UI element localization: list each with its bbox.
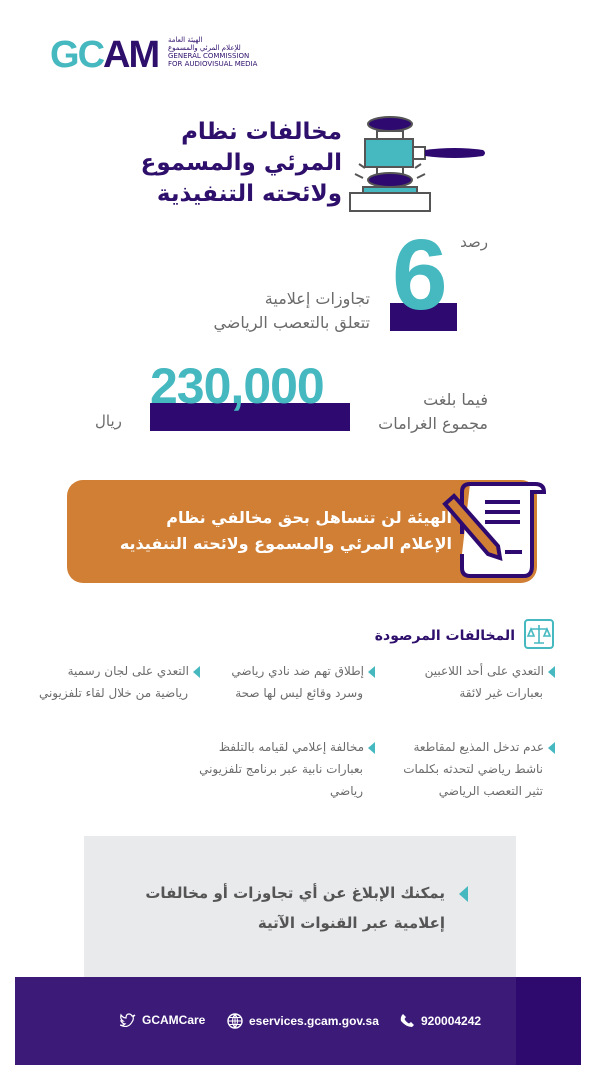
item-line: رياضي (330, 784, 363, 798)
title-line-2: المرئي والمسموع (140, 150, 342, 176)
item-line: وسرد وقائع ليس لها صحة (235, 686, 363, 700)
website-link[interactable] (227, 1013, 379, 1029)
page-title (141, 117, 342, 210)
violation-item (425, 660, 555, 704)
phone-link[interactable] (400, 1013, 481, 1028)
phone-number: 920004242 (421, 1013, 482, 1028)
gavel-icon (345, 112, 490, 217)
banner-text (120, 505, 452, 557)
item-line: إطلاق تهم ضد نادي رياضي (231, 664, 364, 678)
footer-accent (516, 977, 581, 1065)
website-url: eservices.gcam.gov.sa (249, 1014, 379, 1028)
logo-arabic-2: للإعلام المرئي والمسموع (168, 44, 241, 52)
item-line: عدم تدخل المذيع لمقاطعة (413, 740, 544, 754)
bullet-icon (459, 886, 468, 902)
logo-english-1: GENERAL COMMISSION (168, 52, 250, 60)
item-line: بعبارات غير لائقة (459, 686, 543, 700)
report-line-1: يمكنك الإبلاغ عن أي تجاوزات أو مخالفات (145, 884, 445, 902)
item-line: ناشط رياضي لتحدثه بكلمات (403, 762, 543, 776)
stat2-label-2: مجموع الغرامات (378, 414, 488, 433)
logo-arabic-1: الهيئة العامة (168, 36, 203, 44)
phone-icon (400, 1013, 415, 1028)
banner-line-2: الإعلام المرئي والمسموع ولائحته التنفيذيه (119, 534, 452, 553)
report-text (145, 878, 445, 938)
stat1-desc-2: تتعلق بالتعصب الرياضي (213, 313, 370, 332)
bullet-icon (548, 666, 555, 678)
logo-english-2: FOR AUDIOVISUAL MEDIA (168, 60, 258, 68)
stat1-value: 6 (392, 219, 448, 331)
violation-item (199, 736, 375, 802)
twitter-handle: GCAMCare (142, 1013, 206, 1027)
title-line-3: ولائحته التنفيذية (156, 181, 342, 207)
twitter-link[interactable] (120, 1013, 205, 1027)
report-line-2: إعلامية عبر القنوات الآتية (257, 914, 445, 932)
banner-line-1: الهيئة لن تتساهل بحق مخالفي نظام (166, 508, 452, 527)
logo-text (168, 36, 268, 68)
item-line: بعبارات نابية عبر برنامج تلفزيوني (199, 762, 363, 776)
stat1-prefix: رصد (460, 233, 488, 251)
violation-item (39, 660, 200, 704)
stat2-currency: ريال (95, 412, 122, 430)
gcam-logo: GCAM (50, 34, 159, 76)
item-line: تثير التعصب الرياضي (438, 784, 543, 798)
title-line-1: مخالفات نظام (181, 119, 342, 145)
item-line: مخالفة إعلامي لقيامه بالتلفظ (218, 740, 364, 754)
item-line: رياضية من خلال لقاء تلفزيوني (38, 686, 188, 700)
globe-icon (227, 1013, 243, 1029)
item-line: التعدي على لجان رسمية (67, 664, 189, 678)
bullet-icon (548, 742, 555, 754)
bullet-icon (368, 742, 375, 754)
stat2-value: 230,000 (150, 358, 324, 414)
stat1-description (213, 287, 370, 335)
bullet-icon (368, 666, 375, 678)
stat2-label (378, 388, 488, 436)
twitter-icon (120, 1013, 136, 1027)
bullet-icon (193, 666, 200, 678)
violation-item (403, 736, 555, 802)
scroll-pen-icon (440, 474, 550, 582)
stat2-label-1: فيما بلغت (423, 390, 488, 409)
violation-item (231, 660, 375, 704)
violations-heading: المخالفات المرصودة (374, 628, 515, 644)
scales-icon (522, 617, 556, 651)
item-line: التعدي على أحد اللاعبين (424, 664, 544, 678)
stat1-desc-1: تجاوزات إعلامية (264, 289, 370, 308)
